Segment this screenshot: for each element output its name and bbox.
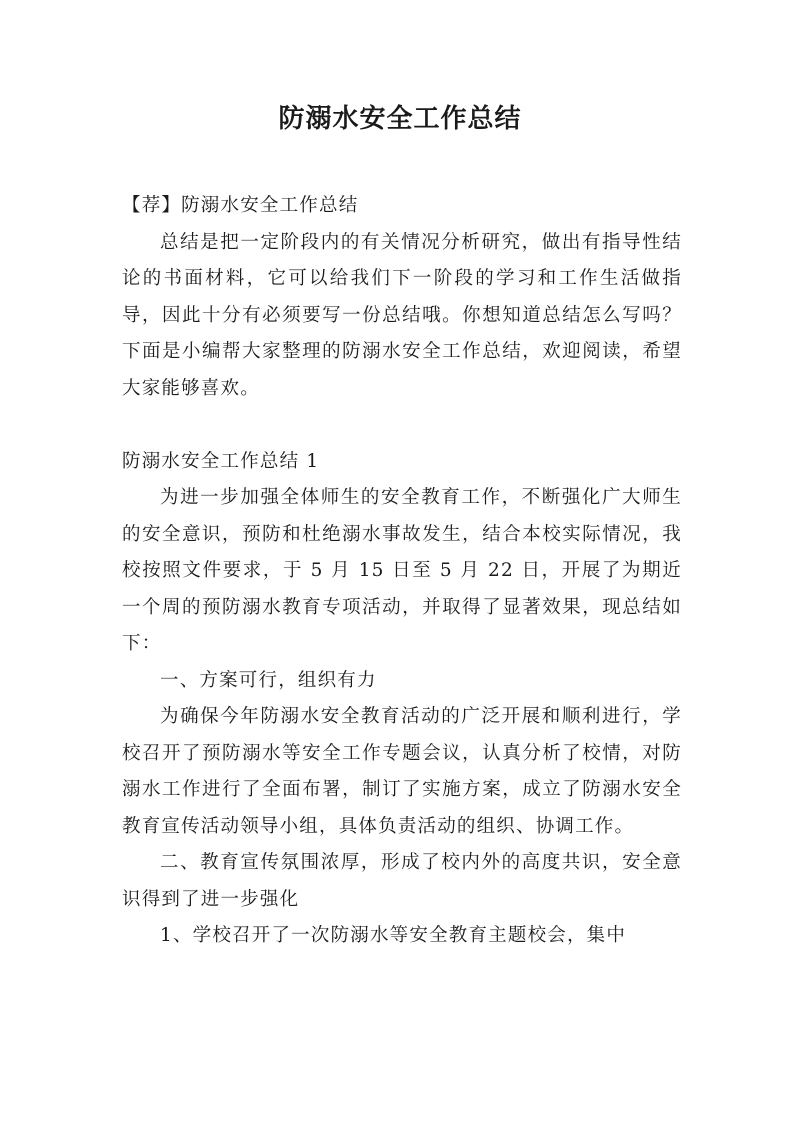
section-heading-1: 防溺水安全工作总结 1 — [122, 450, 320, 472]
body-paragraph: 为进一步加强全体师生的安全教育工作，不断强化广大师生的安全意识，预防和杜绝溺水事故发生，结合本校实际情况，我校按照文件要求，于 5 月 15 日至 5 月 22 日，开展了为期近一个周的预防溺水教育专项活动，并取得了显著效果，现总结如下： — [122, 487, 682, 654]
subheading-1: 一、方案可行，组织有力 — [160, 669, 377, 691]
document-title: 防溺水安全工作总结 — [278, 104, 522, 134]
intro-paragraph: 总结是把一定阶段内的有关情况分析研究，做出有指导性结论的书面材料，它可以给我们下一阶段的学习和工作生活做指导，因此十分有必须要写一份总结哦。你想知道总结怎么写吗？下面是小编帮大家整理的防溺水安全工作总结，欢迎阅读，希望大家能够喜欢。 — [122, 231, 682, 399]
paragraph-spacer — [122, 407, 682, 444]
recommend-line: 【荐】防溺水安全工作总结 — [122, 195, 359, 216]
body-paragraph: 1、学校召开了一次防溺水等安全教育主题校会，集中 — [160, 925, 627, 946]
body-paragraph: 为确保今年防溺水安全教育活动的广泛开展和顺利进行，学校召开了预防溺水等安全工作专题会议，认真分析了校情，对防溺水工作进行了全面布署，制订了实施方案，成立了防溺水安全教育宣传活动领导小组，具体负责活动的组织、协调工作。 — [122, 706, 682, 837]
document-body — [122, 188, 682, 955]
subheading-2: 二、教育宣传氛围浓厚，形成了校内外的高度共识，安全意识得到了进一步强化 — [122, 852, 682, 910]
